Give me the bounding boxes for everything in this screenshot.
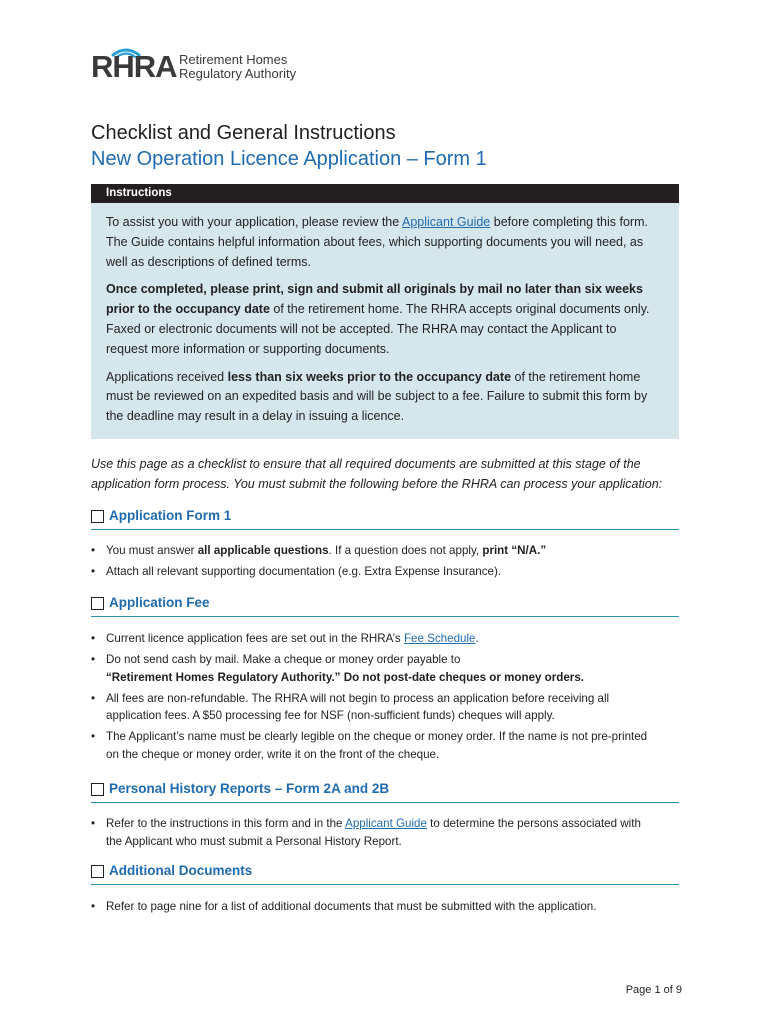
- logo-name-line2: Regulatory Authority: [179, 66, 297, 81]
- section-personal-history-reports: [91, 781, 679, 803]
- text: Do not send cash by mail. Make a cheque or money order payable to: [106, 653, 461, 666]
- text: Refer to the instructions in this form and in the: [106, 817, 346, 830]
- applicant-guide-link[interactable]: Applicant Guide: [402, 215, 491, 229]
- logo-letters: RHRA: [91, 49, 177, 84]
- text: Current licence application fees are set out in the RHRA’s: [106, 632, 404, 645]
- fee-schedule-link[interactable]: Fee Schedule: [403, 632, 476, 645]
- bold-text: print “N/A.”: [482, 544, 547, 557]
- list-item: • All fees are non-refundable. The RHRA will not begin to process an application before receiving all application fees. A $50 processing fee for NSF (non-sufficient funds) cheques will apply.: [91, 690, 651, 725]
- logo-organization-name: [179, 53, 296, 81]
- logo-name-line1: Retirement Homes: [179, 52, 288, 67]
- text: before completing this form. The Guide contains helpful information about fees, which supporting documents you will need, as well as descriptions of defined terms.: [106, 215, 648, 269]
- section-title: Application Form 1: [109, 508, 232, 523]
- list-item: • The Applicant’s name must be clearly legible on the cheque or money order. If the name is not pre-printed on the cheque or money order, write it on the front of the cheque.: [91, 728, 651, 763]
- application-fee-list: [91, 630, 651, 767]
- text: Applications received: [106, 369, 228, 384]
- section-title: Additional Documents: [109, 863, 253, 878]
- bold-text: less than six weeks prior to the occupancy date: [227, 369, 512, 384]
- section-title: Application Fee: [109, 595, 210, 610]
- list-item: • Refer to page nine for a list of additional documents that must be submitted with the application.: [91, 898, 651, 916]
- page-number: Page 1 of 9: [625, 984, 682, 996]
- list-item: [91, 630, 651, 648]
- list-item: • Attach all relevant supporting documentation (e.g. Extra Expense Insurance).: [91, 563, 651, 581]
- text: to determine the persons associated with the Applicant who must submit a Personal History Report.: [106, 817, 641, 848]
- text: .: [475, 632, 479, 645]
- bold-text: all applicable questions: [197, 544, 329, 557]
- applicant-guide-link[interactable]: Applicant Guide: [345, 817, 427, 830]
- rhra-logo: [91, 44, 296, 82]
- page-subtitle: New Operation Licence Application – Form 1: [91, 148, 487, 170]
- logo-mark: [91, 44, 177, 84]
- page-title: Checklist and General Instructions: [91, 122, 396, 144]
- additional-documents-list: [91, 898, 651, 919]
- list-item: [91, 542, 651, 560]
- text: of the retirement home must be reviewed on an expedited basis and will be subject to a fee. Failure to submit this form by the deadline may result in a delay in issuing a licence.: [106, 369, 648, 424]
- text: . If a question does not apply,: [328, 544, 483, 557]
- list-item: [91, 815, 651, 850]
- personal-history-list: [91, 815, 651, 854]
- application-form-list: [91, 542, 651, 584]
- list-item: [91, 651, 651, 686]
- text: of the retirement home. The RHRA accepts original documents only. Faxed or electronic documents will not be accepted. The RHRA may contact the Applicant to request more information or supporting documents.: [106, 302, 650, 356]
- bold-text: “Retirement Homes Regulatory Authority.” Do not post-date cheques or money orders.: [106, 670, 584, 684]
- checkbox[interactable]: [91, 865, 104, 878]
- checkbox[interactable]: [91, 510, 104, 523]
- text: To assist you with your application, please review the: [106, 215, 402, 229]
- instructions-box: [91, 203, 679, 439]
- checkbox[interactable]: [91, 597, 104, 610]
- instructions-paragraph-3: [106, 368, 655, 427]
- section-application-fee: [91, 595, 679, 617]
- checklist-note: Use this page as a checklist to ensure that all required documents are submitted at this stage of the application form process. You must submit the following before the RHRA can process your application:: [91, 457, 663, 491]
- bold-text: Once completed, please print, sign and submit all originals by mail no later than six weeks prior to the occupancy date: [106, 282, 643, 317]
- instructions-paragraph-1: [106, 213, 655, 272]
- section-application-form-1: [91, 508, 679, 530]
- text: You must answer: [106, 544, 198, 557]
- checkbox[interactable]: [91, 783, 104, 796]
- instructions-paragraph-2: [106, 280, 655, 359]
- section-title: Personal History Reports – Form 2A and 2B: [109, 781, 390, 796]
- instructions-heading: Instructions: [91, 184, 679, 203]
- section-additional-documents: [91, 863, 679, 885]
